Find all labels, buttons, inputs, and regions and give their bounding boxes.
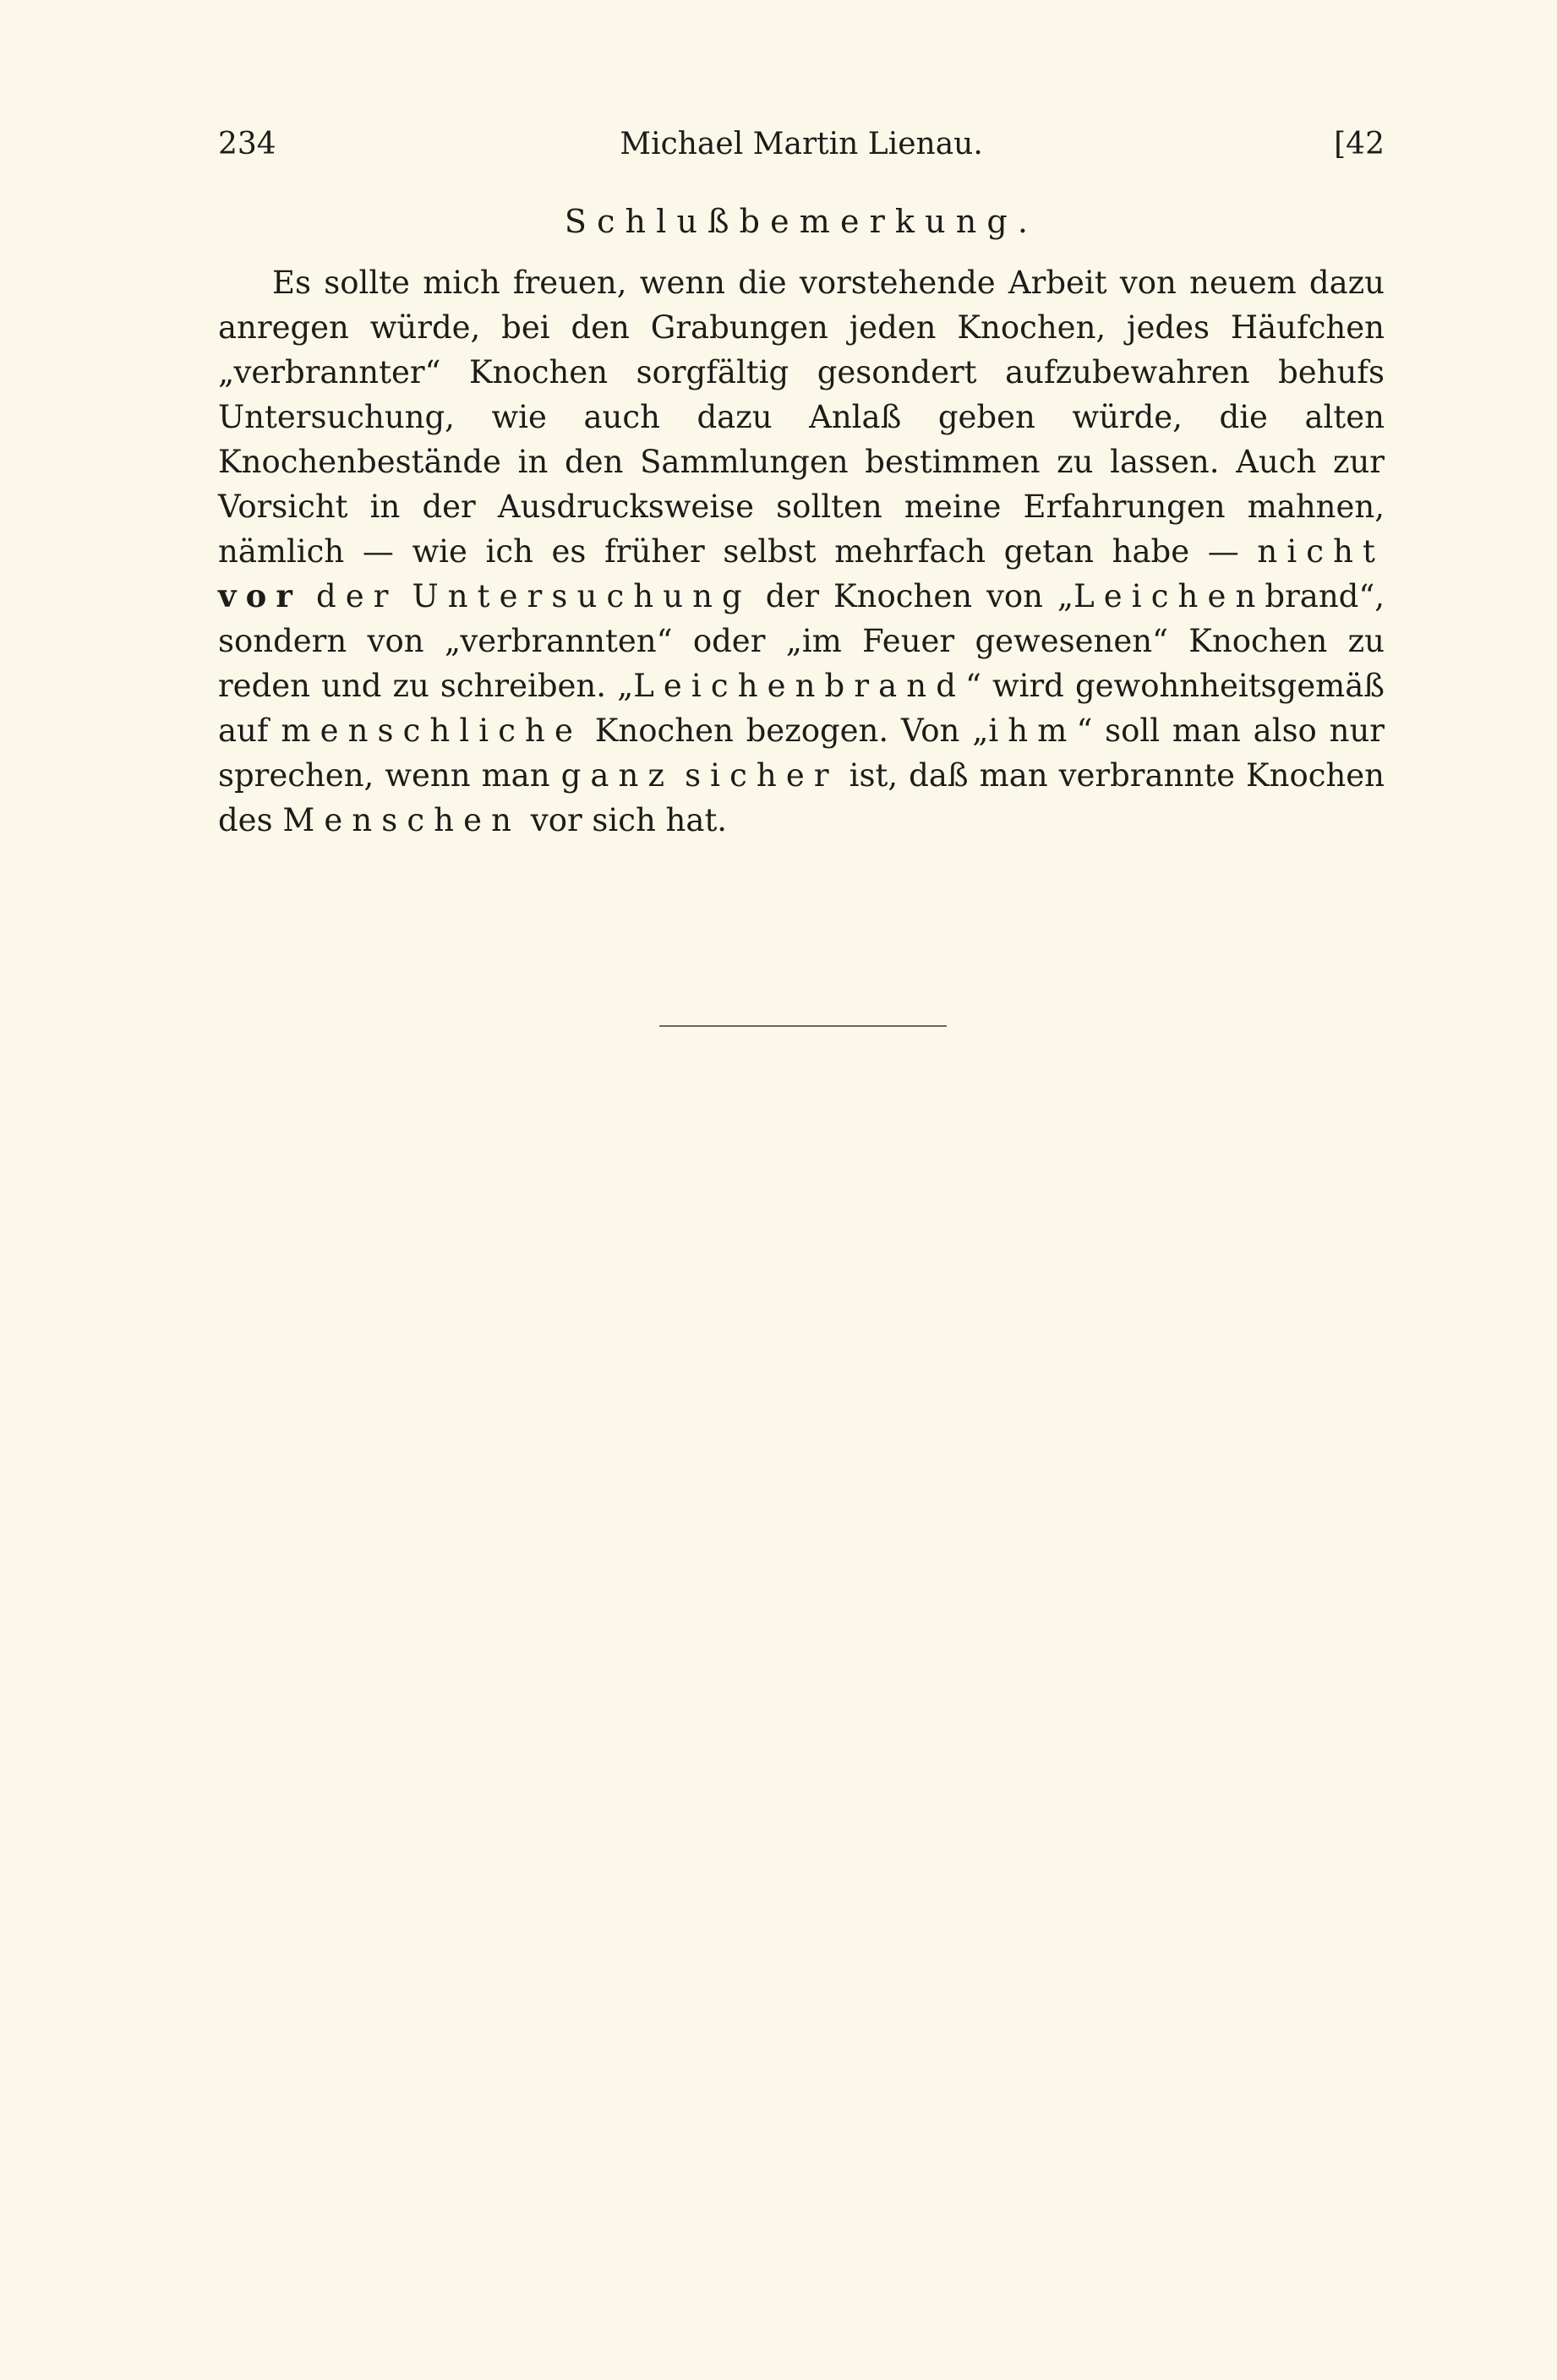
text-run: Knochen bezogen. Von „ <box>582 712 989 749</box>
text-run: ist, daß man verbrannte Knochen des <box>218 757 1385 838</box>
text-run: vor sich hat. <box>521 802 728 838</box>
spaced-word: ihm <box>988 712 1077 749</box>
text-run: brand“, sondern von „verbrannten“ oder „im Feuer gewesenen“ Knochen zu reden und zu schreiben. „ <box>218 578 1385 704</box>
spaced-word: ganz <box>560 757 675 794</box>
spaced-word: Leichen <box>1074 578 1265 614</box>
spaced-word: Leichenbrand <box>633 668 965 704</box>
text-run: Es sollte mich freuen, wenn die vorstehende Arbeit von neuem dazu anregen würde, bei den Grabungen jeden Knochen, jedes Häufchen „verbrannter“ Knochen sorgfältig gesondert aufzubewahren behufs Untersuchung, wie auch dazu Anlaß geben würde, die alten Knochenbestände in den Sammlungen bestimmen zu lassen. Auch zur Vorsicht in der Ausdrucksweise sollten meine Erfahrungen mahnen, nämlich — wie ich es früher selbst mehrfach getan habe — <box>218 265 1385 570</box>
spaced-word: Menschen <box>282 802 522 838</box>
body-paragraph <box>218 260 1385 843</box>
bold-spaced-word: vor <box>218 577 302 614</box>
section-number: [42 <box>1334 127 1385 161</box>
spaced-word: nicht <box>1257 533 1385 570</box>
spaced-word: menschliche <box>281 712 582 749</box>
section-heading: Schlußbemerkung. <box>564 203 1039 240</box>
running-head <box>218 127 1385 169</box>
end-rule <box>659 1025 947 1027</box>
spaced-word: Untersuchung <box>412 578 751 614</box>
page-number: 234 <box>218 127 276 161</box>
text-run: der Knochen von „ <box>751 578 1074 614</box>
text-run: “ wird gewohnheitsgemäß auf <box>218 668 1385 749</box>
spaced-word: der <box>315 578 398 614</box>
text-run: “ soll man also nur sprechen, wenn man <box>218 712 1385 794</box>
running-title: Michael Martin Lienau. <box>620 127 983 161</box>
spaced-word: sicher <box>685 757 839 794</box>
